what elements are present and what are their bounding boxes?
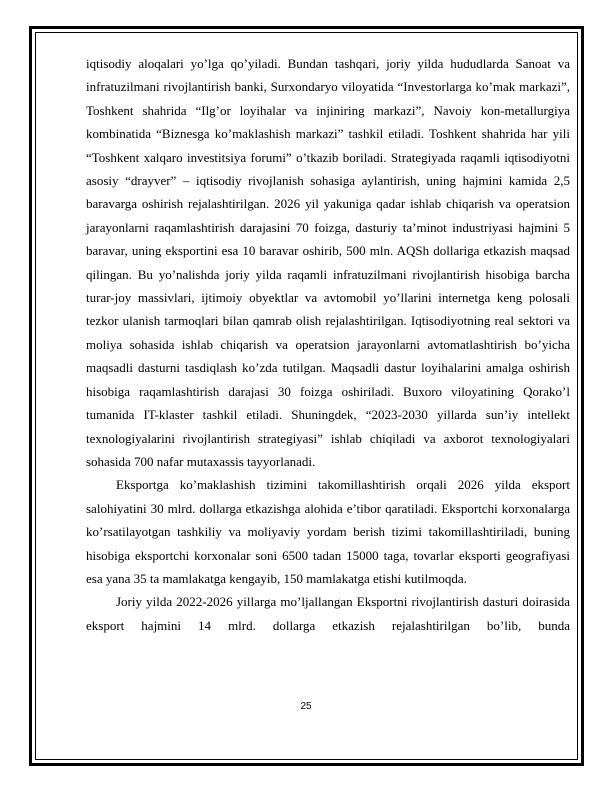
document-body: [86, 52, 570, 637]
paragraph-2: Eksportga ko’maklashish tizimini takomillashtirish orqali 2026 yilda eksport salohiyatini 30 mlrd. dollarga etkazishga alohida e’tibor qaratiladi. Eksportchi korxonalarga ko’rsatilayotgan tashkiliy va moliyaviy yordam berish tizimi takomillashtiriladi, buning hisobiga eksportchi korxonalar soni 6500 tadan 15000 taga, tovarlar eksporti geografiyasi esa yana 35 ta mamlakatga kengayib, 150 mamlakatga etishi kutilmoqda.: [86, 477, 570, 586]
page-number: 25: [300, 701, 312, 712]
paragraph-3: Joriy yilda 2022-2026 yillarga mo’ljallangan Eksportni rivojlantirish dasturi doirasida eksport hajmini 14 mlrd. dollarga etkazish rejalashtirilgan bo’lib, bunda: [86, 594, 570, 633]
paragraph-1: iqtisodiy aloqalari yo’lga qo’yiladi. Bundan tashqari, joriy yilda hududlarda Sanoat va infratuzilmani rivojlantirish banki, Surxondaryo viloyatida “Investorlarga ko’mak markazi”, Toshkent shahrida “Ilg’or loyihalar va injiniring markazi”, Navoiy kon-metallurgiya kombinatida “Biznesga ko’maklashish markazi” tashkil etiladi. Toshkent shahrida har yili “Toshkent xalqaro investitsiya forumi” o’tkazib boriladi. Strategiyada raqamli iqtisodiyotni asosiy “drayver” – iqtisodiy rivojlanish sohasiga aylantirish, uning hajmini kamida 2,5 baravarga oshirish rejalashtirilgan. 2026 yil yakuniga qadar ishlab chiqarish va operatsion jarayonlarni raqamlashtirish darajasini 70 foizga, dasturiy ta’minot industriyasi hajmini 5 baravar, uning eksportini esa 10 baravar oshirib, 500 mln. AQSh dollariga etkazish maqsad qilingan. Bu yo’nalishda joriy yilda raqamli infratuzilmani rivojlantirish hisobiga barcha turar-joy massivlari, ijtimoiy obyektlar va avtomobil yo’llarini internetga keng polosali tezkor ulanish tarmoqlari bilan qamrab olish rejalashtirilgan. Iqtisodiyotning real sektori va moliya sohasida ishlab chiqarish va operatsion jarayonlarni avtomatlashtirish bo’yicha maqsadli dasturni tasdiqlash ko’zda tutilgan. Maqsadli dastur loyihalarini amalga oshirish hisobiga raqamlashtirish darajasi 30 foizga oshiriladi. Buxoro viloyatining Qorako’l tumanida IT-klaster tashkil etiladi. Shuningdek, “2023-2030 yillarda sun’iy intellekt texnologiyalarini rivojlantirish strategiyasi” ishlab chiqiladi va axborot texnologiyalari sohasida 700 nafar mutaxassis tayyorlanadi.: [86, 56, 570, 469]
